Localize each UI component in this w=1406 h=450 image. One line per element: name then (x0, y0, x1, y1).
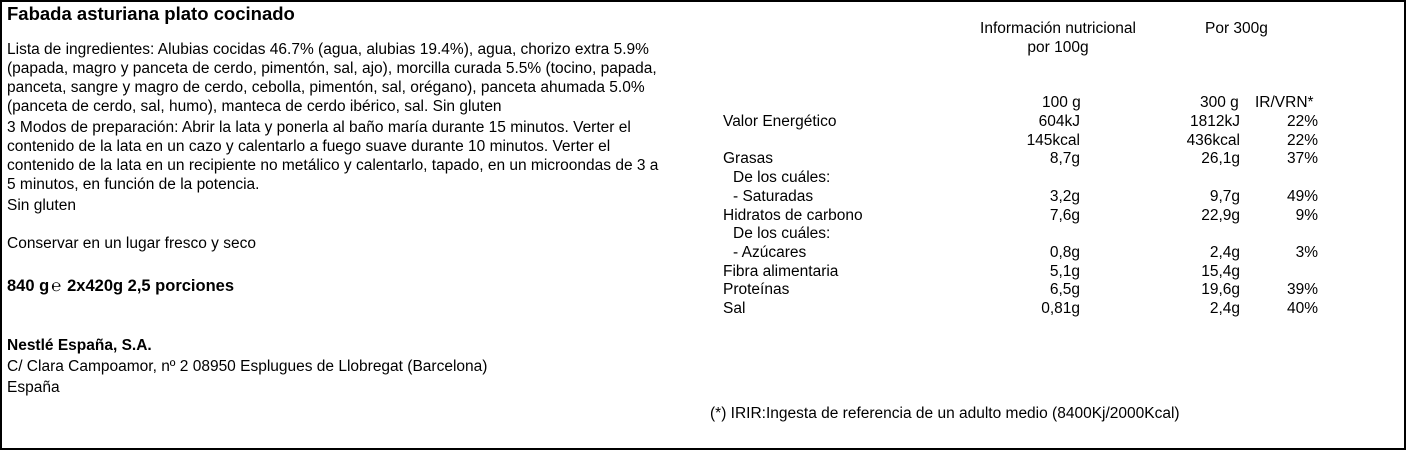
value-per-300g: 9,7g (1209, 187, 1240, 205)
value-per-100g: 7,6g (1049, 206, 1080, 224)
value-per-100g: 5,1g (1049, 262, 1080, 280)
ingredients-line: Lista de ingredientes: Alubias cocidas 46.7% (agua, alubias 19.4%), agua, chorizo extra 5.9% (7, 41, 649, 58)
value-ir-percent: 49% (1286, 187, 1318, 205)
value-ir-percent: 3% (1295, 243, 1318, 261)
value-per-100g: 604kJ (1038, 113, 1080, 130)
value-ir-percent: 37% (1286, 150, 1318, 168)
nutrient-label: Proteínas (723, 281, 790, 299)
net-weight-line (7, 276, 234, 296)
value-ir-percent: 22% (1286, 113, 1318, 130)
nutrition-header-100-line1: Información nutricional (980, 20, 1136, 37)
nutrient-label: - Azúcares (733, 243, 807, 261)
nutrition-header-serving: Por 300g (1205, 20, 1268, 37)
product-title: Fabada asturiana plato cocinado (7, 3, 295, 24)
gluten-note: Sin gluten (7, 197, 76, 214)
value-per-300g: 2,4g (1209, 300, 1240, 317)
value-per-300g: 26,1g (1201, 150, 1240, 168)
value-ir-percent: 39% (1286, 281, 1318, 299)
portions-detail: 2x420g 2,5 porciones (67, 277, 235, 295)
value-per-100g: 3,2g (1049, 187, 1080, 205)
value-per-300g: 2,4g (1209, 243, 1240, 261)
column-header-300g: 300 g (1200, 94, 1239, 111)
nutrient-label: Sal (723, 300, 746, 317)
preparation-line: contenido de la lata en un cazo y calentarlo a fuego suave durante 10 minutos. Verter el (7, 138, 611, 155)
nutrient-label: - Saturadas (733, 187, 814, 205)
company-country: España (7, 379, 60, 396)
value-per-300g: 436kcal (1186, 131, 1240, 149)
value-per-100g: 6,5g (1049, 281, 1080, 299)
estimated-sign-icon: ℮ (51, 277, 62, 295)
value-per-300g: 19,6g (1201, 281, 1240, 299)
ingredients-line: (papada, magro y panceta de cerdo, pimentón, sal, ajo), morcilla curada 5.5% (tocino, papada, (7, 60, 657, 77)
value-per-300g: 15,4g (1201, 262, 1240, 280)
nutrient-label: Grasas (723, 150, 773, 168)
ingredients-line: panceta, sangre y magro de cerdo, cebolla, pimentón, sal, orégano), panceta ahumada 5.0% (7, 79, 645, 96)
nutrition-header-100-line2: por 100g (1027, 39, 1089, 56)
net-weight: 840 g (7, 277, 50, 295)
column-header-ir: IR/VRN* (1255, 94, 1314, 111)
value-per-100g: 0,8g (1049, 243, 1080, 261)
preparation-line: 3 Modos de preparación: Abrir la lata y ponerla al baño maría durante 15 minutos. Verter el (7, 119, 631, 136)
company-address: C/ Clara Campoamor, nº 2 08950 Esplugues de Llobregat (Barcelona) (7, 358, 488, 375)
nutrient-label: De los cuáles: (733, 169, 831, 187)
value-per-100g: 8,7g (1049, 150, 1080, 168)
value-per-100g: 145kcal (1026, 131, 1080, 149)
value-per-300g: 22,9g (1201, 206, 1240, 224)
value-ir-percent: 9% (1295, 206, 1318, 224)
nutrient-label: Fibra alimentaria (723, 262, 839, 280)
ingredients-line: (panceta de cerdo, sal, humo), manteca de cerdo ibérico, sal. Sin gluten (7, 98, 502, 115)
value-per-300g: 1812kJ (1190, 113, 1240, 130)
preparation-line: 5 minutos, en función de la potencia. (7, 176, 260, 193)
preparation-line: contenido de la lata en un recipiente no metálico y calentarlo, tapado, en un microondas de 3 a (7, 157, 659, 174)
nutrient-label: Hidratos de carbono (723, 206, 863, 224)
nutrient-label: De los cuáles: (733, 225, 831, 243)
column-header-100g: 100 g (1042, 94, 1081, 111)
ingredients-list (7, 40, 657, 116)
company-name: Nestlé España, S.A. (7, 337, 152, 354)
nutrient-label: Valor Energético (723, 113, 837, 130)
value-ir-percent: 22% (1286, 131, 1318, 149)
nutrition-footnote: (*) IRIR:Ingesta de referencia de un adulto medio (8400Kj/2000Kcal) (710, 405, 1180, 422)
preparation-instructions (7, 118, 658, 194)
value-ir-percent: 40% (1286, 300, 1318, 317)
value-per-100g: 0,81g (1041, 300, 1080, 317)
storage-instructions: Conservar en un lugar fresco y seco (7, 235, 256, 252)
